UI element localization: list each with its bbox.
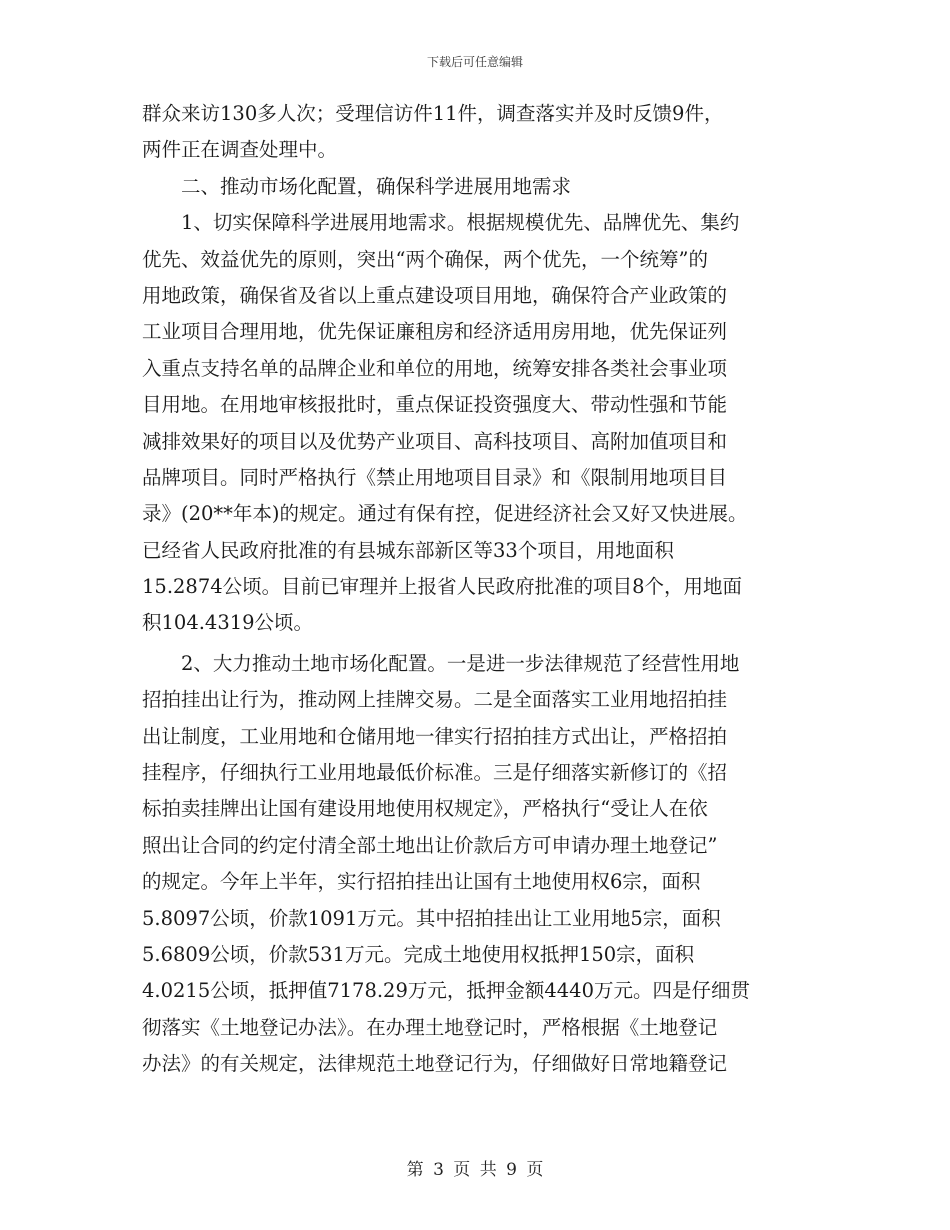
text-line: 1、切实保障科学进展用地需求。根据规模优先、品牌优先、集约: [142, 211, 740, 235]
text-line: 彻落实《土地登记办法》。在办理土地登记时，严格根据《土地登记: [142, 1015, 718, 1039]
text-line: 积104.4319公顷。: [142, 611, 314, 635]
text-line: 出让制度，工业用地和仓储用地一律实行招拍挂方式出让，严格招拍: [142, 724, 728, 748]
text-line: 两件正在调查处理中。: [142, 138, 338, 162]
text-line: 15.2874公顷。目前已审理并上报省人民政府批准的项目8个，用地面: [142, 575, 743, 599]
text-line: 工业项目合理用地，优先保证廉租房和经济适用房用地，优先保证列: [142, 320, 728, 344]
document-body: [142, 96, 808, 1083]
text-line: 挂程序，仔细执行工业用地最低价标准。三是仔细落实新修订的《招: [142, 761, 728, 785]
text-line: 减排效果好的项目以及优势产业项目、高科技项目、高附加值项目和: [142, 429, 728, 453]
text-line: 照出让合同的约定付清全部土地出让价款后方可申请办理土地登记”: [142, 833, 718, 857]
section-heading: 二、推动市场化配置，确保科学进展用地需求: [142, 174, 572, 198]
text-line: 用地政策，确保省及省以上重点建设项目用地，确保符合产业政策的: [142, 283, 728, 307]
text-line: 品牌项目。同时严格执行《禁止用地项目目录》和《限制用地项目目: [142, 465, 728, 489]
text-line: 已经省人民政府批准的有县城东部新区等33个项目，用地面积: [142, 538, 674, 562]
text-line: 群众来访130多人次；受理信访件11件，调查落实并及时反馈9件，: [142, 102, 724, 125]
page-number-footer: 第 3 页 共 9 页: [406, 1160, 544, 1180]
text-line: 5.8097公顷，价款1091万元。其中招拍挂出让工业用地5宗，面积: [142, 906, 721, 930]
text-line: 办法》的有关规定，法律规范土地登记行为，仔细做好日常地籍登记: [142, 1052, 728, 1076]
text-line: 优先、效益优先的原则，突出“两个确保，两个优先，一个统筹”的: [142, 247, 708, 271]
text-line: 4.0215公顷，抵押值7178.29万元，抵押金额4440万元。四是仔细贯: [142, 979, 750, 1003]
text-line: 录》(20**年本)的规定。通过有保有控，促进经济社会又好又快进展。: [142, 502, 748, 526]
text-line: 招拍挂出让行为，推动网上挂牌交易。二是全面落实工业用地招拍挂: [142, 688, 728, 712]
text-line: 2、大力推动土地市场化配置。一是进一步法律规范了经营性用地: [142, 651, 740, 675]
text-line: 标拍卖挂牌出让国有建设用地使用权规定》，严格执行“受让人在依: [142, 797, 708, 821]
text-line: 目用地。在用地审核报批时，重点保证投资强度大、带动性强和节能: [142, 393, 728, 417]
text-line: 入重点支持名单的品牌企业和单位的用地，统筹安排各类社会事业项: [142, 356, 728, 380]
text-line: 的规定。今年上半年，实行招拍挂出让国有土地使用权6宗，面积: [142, 870, 701, 894]
page-header: 下载后可任意编辑: [426, 55, 523, 69]
text-line: 5.6809公顷，价款531万元。完成土地使用权抵押150宗，面积: [142, 942, 695, 966]
